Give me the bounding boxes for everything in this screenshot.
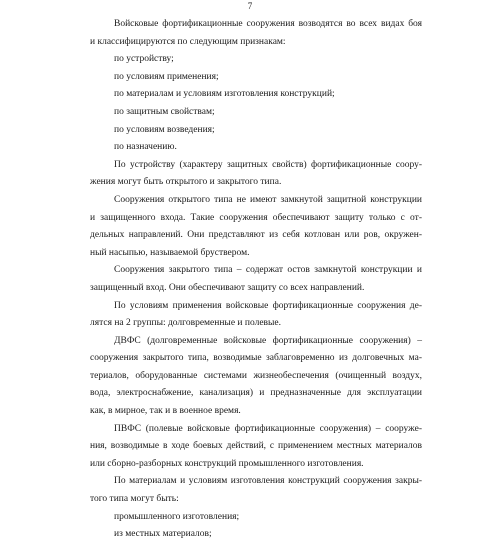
text-line: ДВФС (долговременные войсковые фортификационные сооружения) – (114, 335, 422, 346)
list-item: по условиям применения; (114, 71, 219, 82)
list-item: по условиям возведения; (114, 124, 215, 135)
text-line: лятся на 2 группы: долговременные и полевые. (90, 318, 281, 329)
text-line: и защищенного входа. Такие сооружения обеспечивают защиту только с от- (90, 212, 422, 223)
text-line: защищенный вход. Они обеспечивают защиту со всех направлений. (90, 282, 365, 293)
text-line: ный насыпью, называемой бруствером. (90, 247, 250, 258)
text-line: териалов, оборудованные системами жизнеобеспечения (очищенный воздух, (90, 370, 422, 381)
text-line: ния, возводимые в ходе боевых действий, с применением местных материалов (90, 441, 422, 452)
text-line: Сооружения закрытого типа – содержат остов замкнутой конструкции и (114, 265, 422, 276)
text-line: того типа могут быть: (90, 494, 179, 505)
text-line: дельных направлений. Они представляют из себя котлован или ров, окружен- (90, 230, 422, 241)
text-line: ПВФС (полевые войсковые фортификационные сооружения) – сооруже- (114, 423, 422, 434)
list-item: по материалам и условиям изготовления конструкций; (114, 89, 335, 100)
text-line: По условиям применения войсковые фортификационные сооружения де- (114, 300, 422, 311)
text-line: Войсковые фортификационные сооружения возводятся во всех видах боя (114, 19, 422, 29)
list-item: промышленного изготовления; (114, 511, 240, 522)
list-item: по устройству; (114, 54, 174, 65)
text-line: вода, электроснабжение, канализация) и предназначенные для эксплуатации (90, 388, 422, 399)
text-line: как, в мирное, так и в военное время. (90, 406, 241, 417)
text-line: жения могут быть открытого и закрытого типа. (90, 177, 282, 188)
text-line: сооружения закрытого типа, возводимые заблаговременно из долговечных ма- (90, 353, 422, 364)
list-item: по защитным свойствам; (114, 106, 215, 117)
text-line: По материалам и условиям изготовления конструкций сооружения закры- (114, 476, 422, 487)
text-line: и классифицируются по следующим признакам: (90, 36, 286, 47)
list-item: по назначению. (114, 142, 177, 153)
text-line: Сооружения открытого типа не имеют замкнутой защитной конструкции (114, 194, 422, 205)
text-line: По устройству (характеру защитных свойств) фортификационные соору- (114, 159, 422, 170)
page-body (90, 16, 422, 544)
page-number: 7 (247, 1, 253, 11)
list-item: из местных материалов; (114, 529, 212, 540)
text-line: или сборно-разборных конструкций промышленного изготовления. (90, 458, 364, 469)
